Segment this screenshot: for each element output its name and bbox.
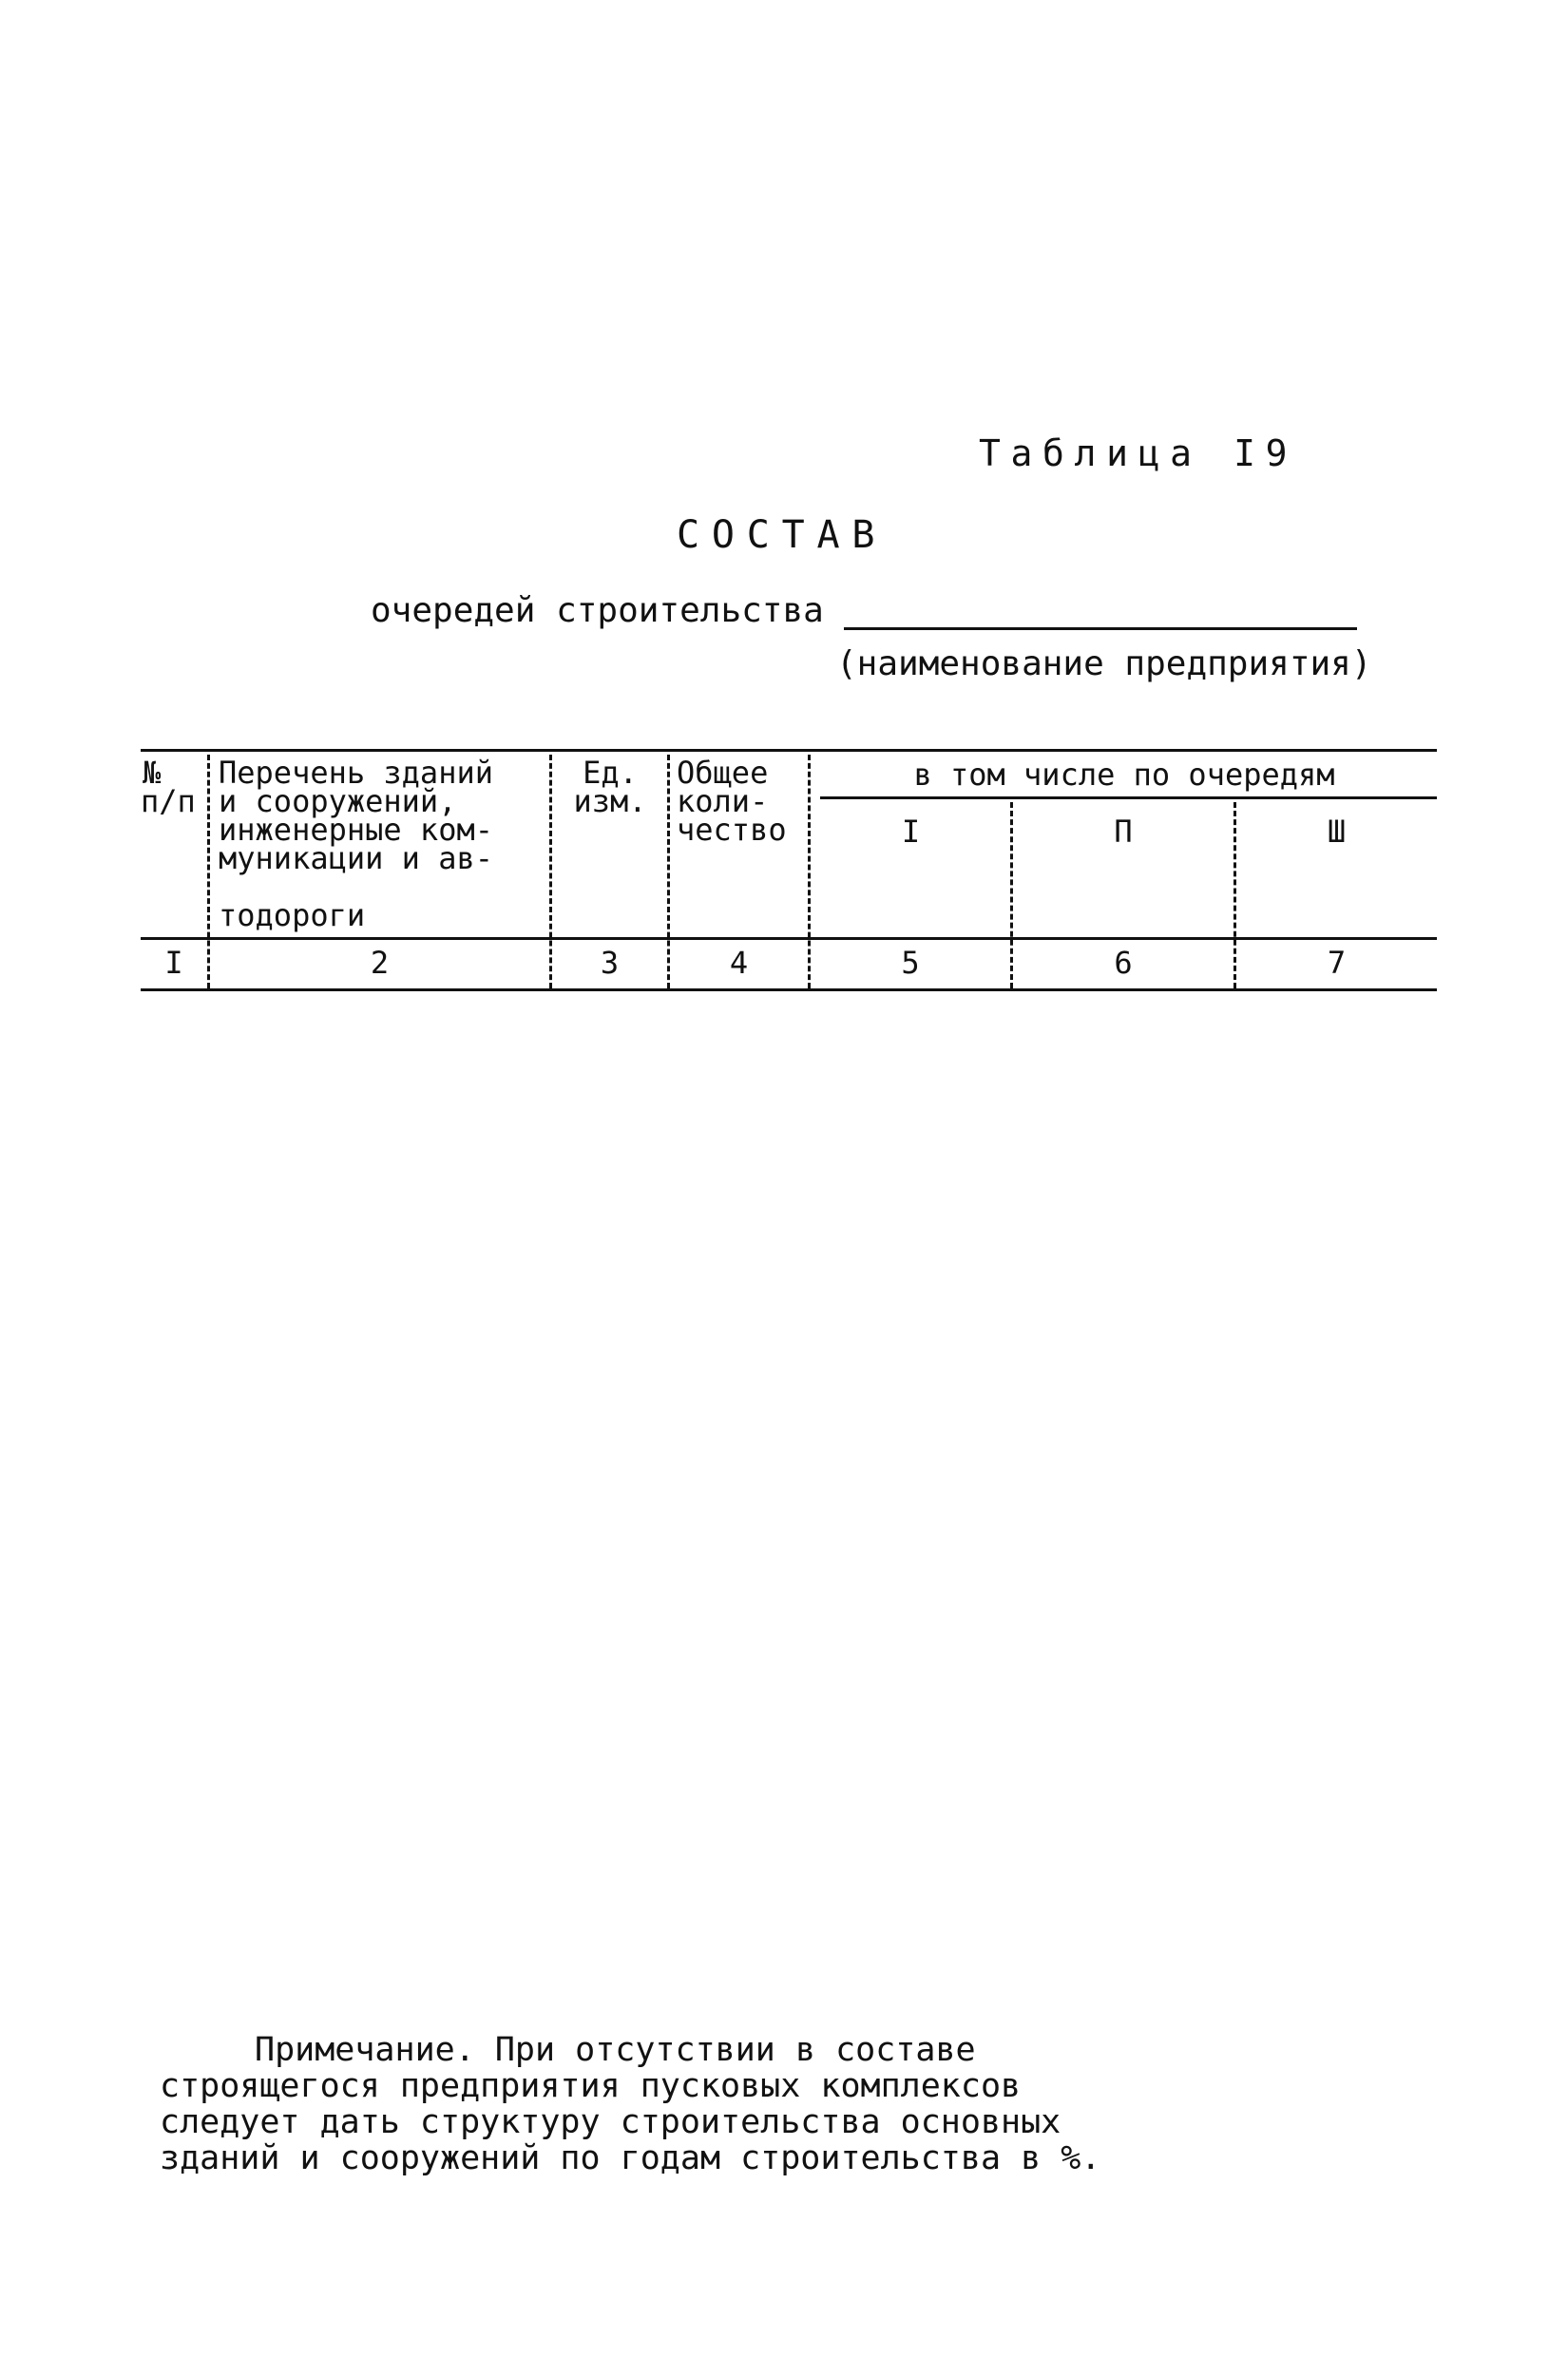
- col-number-5: 5: [901, 945, 920, 981]
- header-bottom-border: [141, 937, 1437, 940]
- col-number-1: I: [164, 945, 183, 981]
- group-header-divider: [820, 796, 1437, 799]
- col-number-7: 7: [1327, 945, 1347, 981]
- composition-table: [141, 749, 1437, 996]
- header-unit-line-2: изм.: [573, 783, 647, 819]
- header-buildings-line-5: тодороги: [219, 897, 366, 933]
- col-number-6: 6: [1114, 945, 1133, 981]
- table-top-border: [141, 749, 1437, 752]
- table-bottom-border: [141, 988, 1437, 991]
- enterprise-name-line: [844, 627, 1357, 630]
- header-total-line-3: чество: [677, 812, 787, 848]
- header-total-line-2: коли-: [677, 783, 769, 819]
- col-number-3: 3: [600, 945, 620, 981]
- header-buildings-line-4: муникации и ав-: [219, 840, 493, 876]
- header-number-symbol: №: [143, 755, 162, 791]
- header-buildings-line-1: Перечень зданий: [219, 755, 493, 791]
- document-subtitle: очередей строительства: [371, 591, 824, 630]
- header-unit-line-1: Ед.: [583, 755, 638, 791]
- header-stage-1: I: [901, 814, 921, 850]
- document-title: СОСТАВ: [677, 513, 888, 557]
- header-stage-2: П: [1114, 814, 1133, 850]
- header-buildings-line-2: и сооружений,: [219, 783, 457, 819]
- col-number-2: 2: [370, 945, 390, 981]
- col-number-4: 4: [729, 945, 749, 981]
- header-number-pp: п/п: [141, 783, 196, 819]
- header-stages-group: в том числе по очередям: [913, 757, 1335, 793]
- header-stage-3: Ш: [1327, 814, 1347, 850]
- footnote-note: Примечание. При отсутствии в составе строящегося предприятия пусковых комплексов следует дать структуру строительства основных зданий и сооружений по годам строительства в %.: [160, 2031, 1101, 2177]
- table-label: Таблица I9: [979, 432, 1298, 474]
- header-buildings-line-3: инженерные ком-: [219, 812, 493, 848]
- enterprise-name-caption: (наименование предприятия): [836, 644, 1372, 683]
- header-total-line-1: Общее: [677, 755, 769, 791]
